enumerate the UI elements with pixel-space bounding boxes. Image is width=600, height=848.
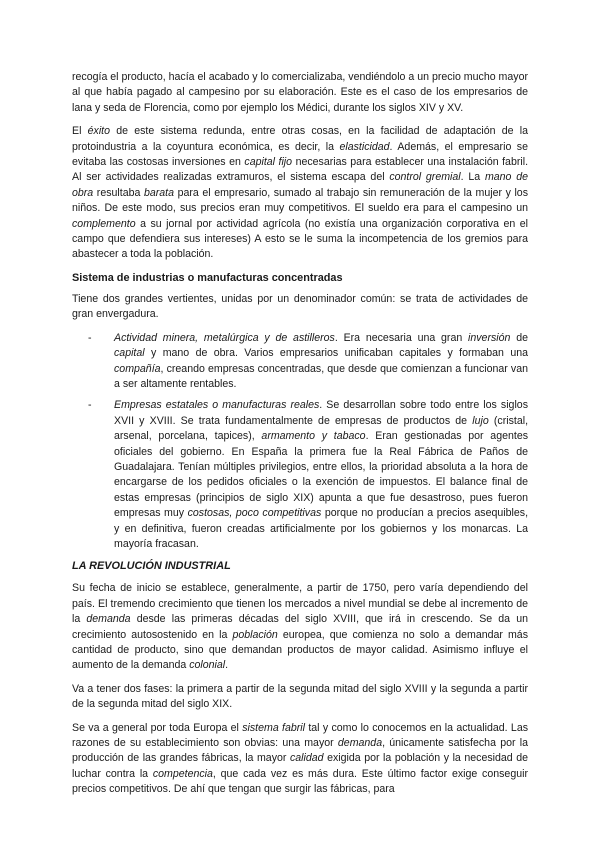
paragraph-sistema-fabril: Se va a general por toda Europa el sistema fabril tal y como lo conocemos en la actualidad. Las razones de su establecimiento son obvias: una mayor demanda, únicamente satisfecha por la producción de las grandes fábricas, la mayor calidad exigida por la población y la necesidad de luchar contra la competencia, que cada vez es más dura. Este último factor exige conseguir precios competitivos. De ahí que tengan que surgir las fábricas, para (72, 721, 529, 796)
paragraph-fases: Va a tener dos fases: la primera a partir de la segunda mitad del siglo XVIII y la segunda a partir de la segunda mitad del siglo XIX. (72, 682, 528, 711)
vertientes-list (72, 331, 528, 553)
paragraph-exito-sistema: El éxito de este sistema redunda, entre otras cosas, en la facilidad de adaptación de la protoindustria a la coyuntura económica, es decir, la elasticidad. Además, el empresario se evitaba las costosas inversiones en capital fijo necesarias para establecer una instalación fabril. Al ser actividades realizadas extramuros, el sistema escapa del control gremial. La mano de obra resultaba barata para el empresario, sumado al trabajo sin remuneración de la mujer y los niños. De este modo, sus precios eran muy competitivos. El sueldo era para el campesino un complemento a su jornal por actividad agrícola (no existía una organización corporativa en el campo que defendiera sus intereses) A esto se le suma la incompetencia de los gremios para abastecer a toda la población. (72, 125, 529, 261)
section-heading-revolucion-industrial: LA REVOLUCIÓN INDUSTRIAL (72, 560, 231, 573)
list-item-actividad-minera: - Actividad minera, metalúrgica y de astilleros. Era necesaria una gran inversión de capital y mano de obra. Varios empresarios unificaban capitales y formaban una compañía, creando empresas concentradas, que desde que comienzan a funcionar van a ser altamente rentables. (114, 331, 528, 393)
section-heading-manufacturas: Sistema de industrias o manufacturas concentradas (72, 271, 343, 284)
paragraph-fecha-inicio: Su fecha de inicio se establece, generalmente, a partir de 1750, pero varía dependiendo del país. El tremendo crecimiento que tienen los mercados a nivel mundial se debe al incremento de la demanda desde las primeras décadas del siglo XVIII, que irá in crescendo. Se da un crecimiento autosostenido en la población europea, que comienza no solo a demandar más cantidad de producto, sino que demandan productos de mayor calidad. Asimismo influye el aumento de la demanda colonial. (72, 582, 528, 672)
paragraph-vertientes: Tiene dos grandes vertientes, unidas por un denominador común: se trata de actividades de gran envergadura. (72, 292, 528, 321)
paragraph-protoindustria-cont: recogía el producto, hacía el acabado y lo comercializaba, vendiéndolo a un precio mucho mayor al que había pagado al campesino por su elaboración. Este es el caso de los empresarios de lana y seda de Florencia, como por ejemplo los Médici, durante los siglos XIV y XV. (72, 71, 528, 114)
list-item-empresas-estatales: - Empresas estatales o manufacturas reales. Se desarrollan sobre todo entre los siglos XVII y XVIII. Se trata fundamentalmente de empresas de productos de lujo (cristal, arsenal, porcelana, tapices), armamento y tabaco. Eran gestionadas por agentes oficiales del gobierno. En España la primera fue la Real Fábrica de Paños de Guadalajara. Tenían múltiples privilegios, entre ellos, la prioridad absoluta a la hora de encargarse de los pedidos oficiales o la exención de impuestos. El balance final de estas empresas (principios de siglo XIX) apunta a que fue desastroso, pues fueron empresas muy costosas, poco competitivas porque no producían a precios asequibles, y en definitiva, fueron creadas artificialmente por los gobiernos y los monarcas. La mayoría fracasan. (114, 398, 528, 552)
